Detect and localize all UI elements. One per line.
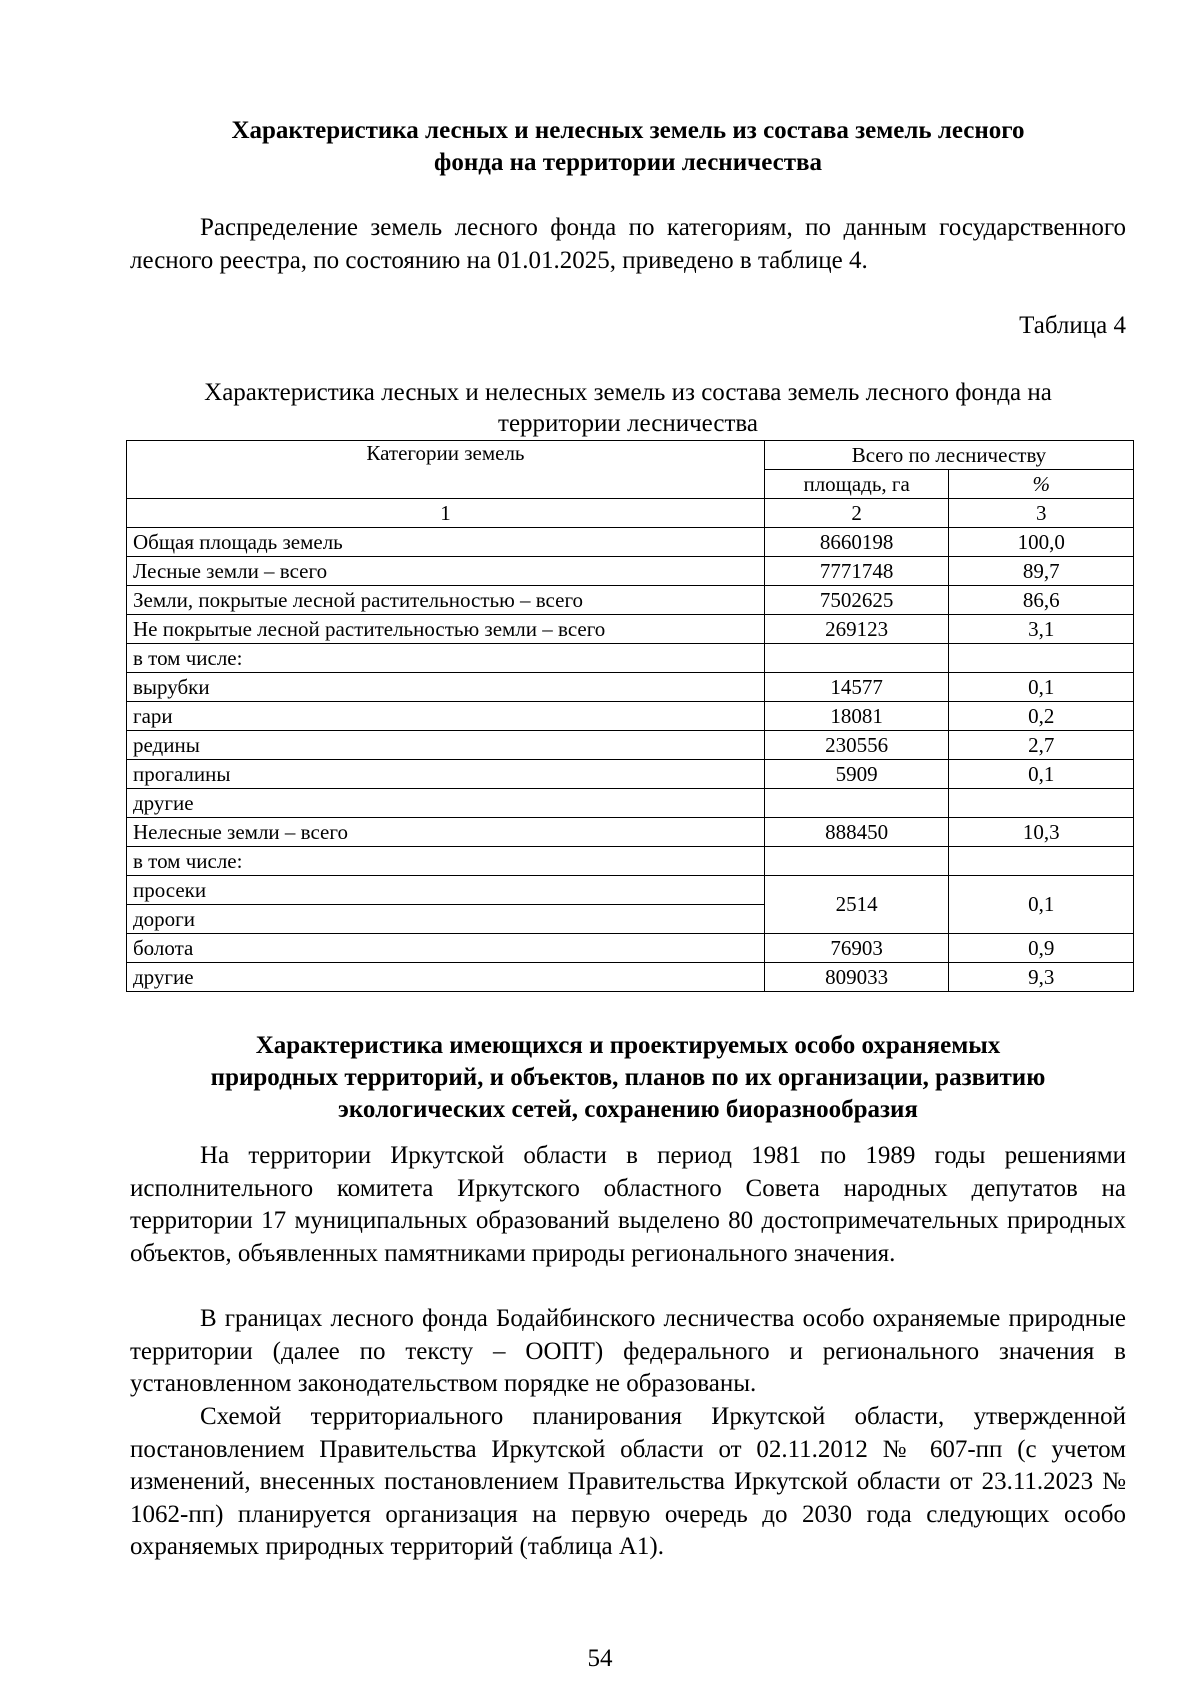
table-tail-body [127, 934, 1134, 992]
row-percent: 9,3 [949, 963, 1134, 992]
table-row [127, 818, 1134, 847]
header-num2: 2 [764, 499, 949, 528]
row-label: Общая площадь земель [127, 528, 765, 557]
row-percent: 100,0 [949, 528, 1134, 557]
table-row [127, 963, 1134, 992]
section2-title [150, 1030, 1106, 1126]
table-header-row [127, 441, 1134, 470]
row-area [764, 789, 949, 818]
row-area: 5909 [764, 760, 949, 789]
row-area: 269123 [764, 615, 949, 644]
header-total: Всего по лесничеству [764, 441, 1133, 470]
row-percent: 0,1 [949, 760, 1134, 789]
row-area: 230556 [764, 731, 949, 760]
table-caption-line1: Характеристика лесных и нелесных земель из состава земель лесного фонда на [204, 379, 1052, 406]
table-row [127, 673, 1134, 702]
table-row [127, 644, 1134, 673]
row-area: 76903 [764, 934, 949, 963]
row-label: болота [127, 934, 765, 963]
row-percent: 89,7 [949, 557, 1134, 586]
table-row [127, 702, 1134, 731]
row-label: Нелесные земли – всего [127, 818, 765, 847]
table-row [127, 760, 1134, 789]
table-caption [130, 377, 1126, 439]
header-percent: % [949, 470, 1134, 499]
section1-title-line1: Характеристика лесных и нелесных земель из состава земель лесного [231, 117, 1025, 144]
row-label: редины [127, 731, 765, 760]
row-area: 14577 [764, 673, 949, 702]
section2-paragraph3: Схемой территориального планирования Иркутской области, утвержденной постановлением Правительства Иркутской области от 02.11.2012 № 607-пп (с учетом изменений, внесенных постановлением Правительства Иркутской области от 23.11.2023 № 1062-пп) планируется организация на первую очередь до 2030 года следующих особо охраняемых природных территорий (таблица А1). [130, 1403, 1126, 1560]
table-row [127, 557, 1134, 586]
header-area: площадь, га [764, 470, 949, 499]
section1-paragraph: Распределение земель лесного фонда по категориям, по данным государственного лесного реестра, по состоянию на 01.01.2025, приведено в таблице 4. [130, 214, 1126, 274]
row-percent: 2,7 [949, 731, 1134, 760]
row-label: в том числе: [127, 644, 765, 673]
row-label: прогалины [127, 760, 765, 789]
row-label: вырубки [127, 673, 765, 702]
row-percent: 0,2 [949, 702, 1134, 731]
section2-title-line2: природных территорий, и объектов, планов по их организации, развитию [210, 1064, 1046, 1091]
row-percent [949, 789, 1134, 818]
row-percent: 0,1 [949, 673, 1134, 702]
table-row [127, 847, 1134, 876]
header-num1: 1 [127, 499, 765, 528]
row-percent [949, 847, 1134, 876]
row-area: 8660198 [764, 528, 949, 557]
row-area [764, 847, 949, 876]
section2-paragraph2: В границах лесного фонда Бодайбинского лесничества особо охраняемые природные территории (далее по тексту – ООПТ) федерального и регионального значения в установленном законодательством порядке не образованы. [130, 1305, 1126, 1397]
table-number-row [127, 499, 1134, 528]
row-percent: 10,3 [949, 818, 1134, 847]
row-area: 2514 [764, 876, 949, 934]
row-area [764, 644, 949, 673]
table-body [127, 528, 1134, 876]
table-row [127, 789, 1134, 818]
table-caption-line2: территории лесничества [498, 410, 758, 437]
row-percent: 86,6 [949, 586, 1134, 615]
table-row [127, 586, 1134, 615]
section1-title-line2: фонда на территории лесничества [434, 149, 822, 176]
row-area: 888450 [764, 818, 949, 847]
row-label: гари [127, 702, 765, 731]
row-label: Лесные земли – всего [127, 557, 765, 586]
row-label: другие [127, 789, 765, 818]
row-label: в том числе: [127, 847, 765, 876]
row-percent: 3,1 [949, 615, 1134, 644]
section2-paragraph1: На территории Иркутской области в период 1981 по 1989 годы решениями исполнительного комитета Иркутского областного Совета народных депутатов на территории 17 муниципальных образований выделено 80 достопримечательных природных объектов, объявленных памятниками природы регионального значения. [130, 1142, 1126, 1267]
row-percent [949, 644, 1134, 673]
row-area: 7771748 [764, 557, 949, 586]
row-label: дороги [127, 905, 765, 934]
row-label: другие [127, 963, 765, 992]
table-label: Таблица 4 [1019, 312, 1126, 339]
table-row [127, 731, 1134, 760]
row-area: 7502625 [764, 586, 949, 615]
table-row-merged-1 [127, 876, 1134, 905]
row-percent: 0,9 [949, 934, 1134, 963]
section1-title [130, 115, 1126, 179]
table-row [127, 528, 1134, 557]
row-label: Не покрытые лесной растительностью земли – всего [127, 615, 765, 644]
row-area: 18081 [764, 702, 949, 731]
header-num3: 3 [949, 499, 1134, 528]
table-row [127, 615, 1134, 644]
land-categories-table [126, 440, 1134, 992]
row-label: Земли, покрытые лесной растительностью – всего [127, 586, 765, 615]
table-row [127, 934, 1134, 963]
header-categories: Категории земель [127, 441, 765, 499]
row-area: 809033 [764, 963, 949, 992]
section2-title-line1: Характеристика имеющихся и проектируемых особо охраняемых [255, 1032, 1001, 1059]
row-label: просеки [127, 876, 765, 905]
section2-title-line3: экологических сетей, сохранению биоразнообразия [338, 1096, 918, 1123]
page-number: 54 [587, 1645, 613, 1672]
row-percent: 0,1 [949, 876, 1134, 934]
